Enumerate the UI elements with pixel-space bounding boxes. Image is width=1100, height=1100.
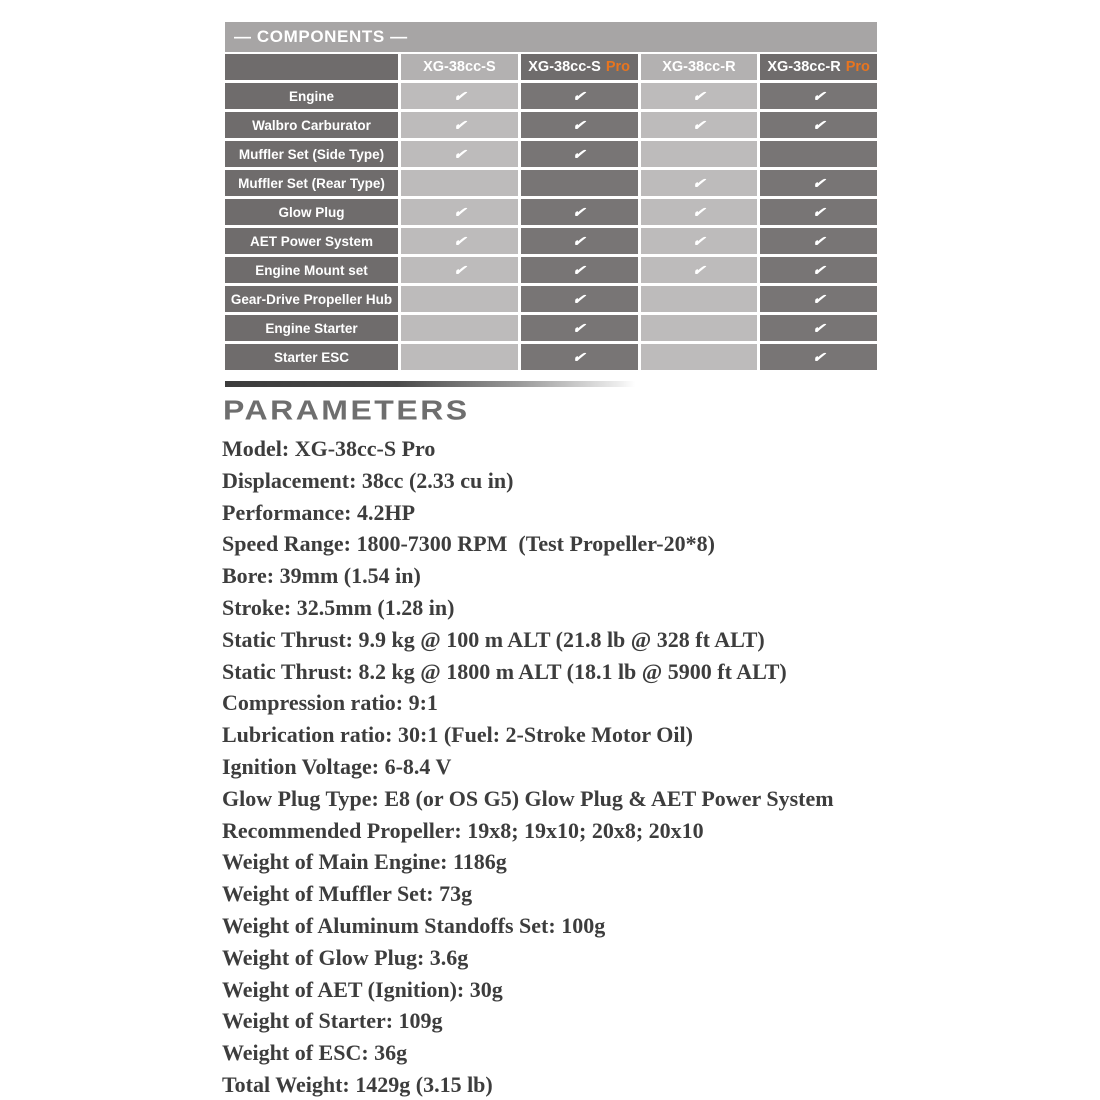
check-icon: ✔: [452, 145, 467, 162]
column-header: [521, 54, 638, 80]
corner-cell: [225, 54, 398, 80]
parameter-line: Static Thrust: 9.9 kg @ 100 m ALT (21.8 lb @ 328 ft ALT): [222, 626, 765, 652]
check-icon: ✔: [811, 319, 826, 336]
check-cell: [521, 286, 638, 312]
check-icon: ✔: [452, 232, 467, 249]
component-row-label: Engine: [225, 83, 398, 109]
check-cell: [760, 228, 877, 254]
component-row-label: Glow Plug: [225, 199, 398, 225]
check-cell: [641, 199, 758, 225]
column-header-label: XG-38cc-S: [528, 59, 601, 75]
check-icon: ✔: [572, 145, 587, 162]
check-icon: ✔: [572, 203, 587, 220]
check-cell: [401, 141, 518, 167]
check-cell: [401, 228, 518, 254]
check-cell: [760, 112, 877, 138]
column-header: [401, 54, 518, 80]
parameters-heading: PARAMETERS: [223, 394, 470, 426]
check-cell: [641, 257, 758, 283]
check-cell: [760, 141, 877, 167]
check-cell: [641, 83, 758, 109]
check-icon: ✔: [811, 261, 826, 278]
check-cell: [401, 286, 518, 312]
column-header-label: XG-38cc-R: [662, 59, 736, 75]
check-icon: ✔: [691, 261, 706, 278]
check-cell: [521, 170, 638, 196]
parameter-line: Weight of Aluminum Standoffs Set: 100g: [222, 912, 606, 938]
check-icon: ✔: [811, 174, 826, 191]
check-icon: ✔: [572, 319, 587, 336]
column-header: [760, 54, 877, 80]
parameter-line: Weight of Starter: 109g: [222, 1008, 443, 1034]
pro-badge: Pro: [605, 59, 630, 75]
column-header: [641, 54, 758, 80]
check-icon: ✔: [811, 290, 826, 307]
column-header-label: XG-38cc-S: [423, 59, 496, 75]
parameter-line: Glow Plug Type: E8 (or OS G5) Glow Plug & AET Power System: [222, 785, 834, 811]
column-header-label: XG-38cc-R: [767, 59, 841, 75]
pro-badge: Pro: [845, 59, 870, 75]
check-cell: [401, 112, 518, 138]
check-icon: ✔: [691, 87, 706, 104]
check-icon: ✔: [811, 203, 826, 220]
check-icon: ✔: [691, 174, 706, 191]
check-cell: [401, 83, 518, 109]
parameter-line: Bore: 39mm (1.54 in): [222, 563, 421, 589]
check-icon: ✔: [811, 232, 826, 249]
component-row-label: Muffler Set (Side Type): [225, 141, 398, 167]
check-cell: [401, 315, 518, 341]
parameter-line: Weight of AET (Ignition): 30g: [222, 976, 503, 1002]
parameter-line: Weight of Main Engine: 1186g: [222, 849, 507, 875]
parameter-line: Total Weight: 1429g (3.15 lb): [222, 1071, 493, 1097]
check-icon: ✔: [572, 116, 587, 133]
components-table: [225, 22, 877, 370]
check-cell: [401, 199, 518, 225]
parameter-line: Stroke: 32.5mm (1.28 in): [222, 594, 455, 620]
check-cell: [521, 83, 638, 109]
check-icon: ✔: [572, 290, 587, 307]
parameter-line: Model: XG-38cc-S Pro: [222, 436, 436, 461]
check-cell: [641, 112, 758, 138]
check-cell: [641, 141, 758, 167]
check-icon: ✔: [811, 87, 826, 104]
component-row-label: Gear-Drive Propeller Hub: [225, 286, 398, 312]
check-icon: ✔: [452, 116, 467, 133]
check-cell: [760, 170, 877, 196]
check-icon: ✔: [691, 116, 706, 133]
check-cell: [521, 112, 638, 138]
check-icon: ✔: [572, 87, 587, 104]
check-icon: ✔: [811, 116, 826, 133]
parameter-line: Weight of Muffler Set: 73g: [222, 881, 473, 907]
check-cell: [401, 257, 518, 283]
component-row-label: Starter ESC: [225, 344, 398, 370]
check-cell: [641, 315, 758, 341]
check-cell: [760, 257, 877, 283]
check-cell: [760, 199, 877, 225]
section-divider-bar: [225, 381, 635, 387]
parameter-line: Displacement: 38cc (2.33 cu in): [222, 467, 514, 493]
component-row-label: Engine Starter: [225, 315, 398, 341]
check-icon: ✔: [691, 232, 706, 249]
check-icon: ✔: [572, 232, 587, 249]
components-grid: [225, 54, 877, 370]
component-row-label: Walbro Carburator: [225, 112, 398, 138]
check-cell: [760, 315, 877, 341]
parameters-list: [222, 433, 834, 1100]
component-row-label: Muffler Set (Rear Type): [225, 170, 398, 196]
components-title: — COMPONENTS —: [225, 22, 877, 52]
check-icon: ✔: [811, 348, 826, 365]
parameter-line: Weight of ESC: 36g: [222, 1040, 408, 1066]
parameter-line: Compression ratio: 9:1: [222, 690, 438, 716]
parameter-line: Weight of Glow Plug: 3.6g: [222, 944, 469, 970]
check-cell: [641, 170, 758, 196]
component-row-label: AET Power System: [225, 228, 398, 254]
check-cell: [760, 83, 877, 109]
check-icon: ✔: [572, 348, 587, 365]
check-icon: ✔: [452, 203, 467, 220]
check-cell: [521, 199, 638, 225]
parameter-line: Lubrication ratio: 30:1 (Fuel: 2-Stroke Motor Oil): [222, 722, 693, 748]
check-cell: [521, 315, 638, 341]
check-cell: [401, 170, 518, 196]
check-icon: ✔: [572, 261, 587, 278]
parameter-line: Recommended Propeller: 19x8; 19x10; 20x8; 20x10: [222, 817, 704, 843]
parameter-line: Performance: 4.2HP: [222, 499, 416, 525]
check-cell: [760, 286, 877, 312]
check-cell: [521, 228, 638, 254]
check-cell: [401, 344, 518, 370]
check-cell: [521, 344, 638, 370]
check-cell: [641, 344, 758, 370]
parameter-line: Ignition Voltage: 6-8.4 V: [222, 753, 452, 779]
check-cell: [521, 257, 638, 283]
check-cell: [760, 344, 877, 370]
check-cell: [521, 141, 638, 167]
check-cell: [641, 286, 758, 312]
check-icon: ✔: [452, 87, 467, 104]
check-icon: ✔: [452, 261, 467, 278]
check-icon: ✔: [691, 203, 706, 220]
parameter-line: Static Thrust: 8.2 kg @ 1800 m ALT (18.1 lb @ 5900 ft ALT): [222, 658, 787, 684]
component-row-label: Engine Mount set: [225, 257, 398, 283]
parameter-line: Speed Range: 1800-7300 RPM (Test Propeller-20*8): [222, 531, 715, 557]
check-cell: [641, 228, 758, 254]
